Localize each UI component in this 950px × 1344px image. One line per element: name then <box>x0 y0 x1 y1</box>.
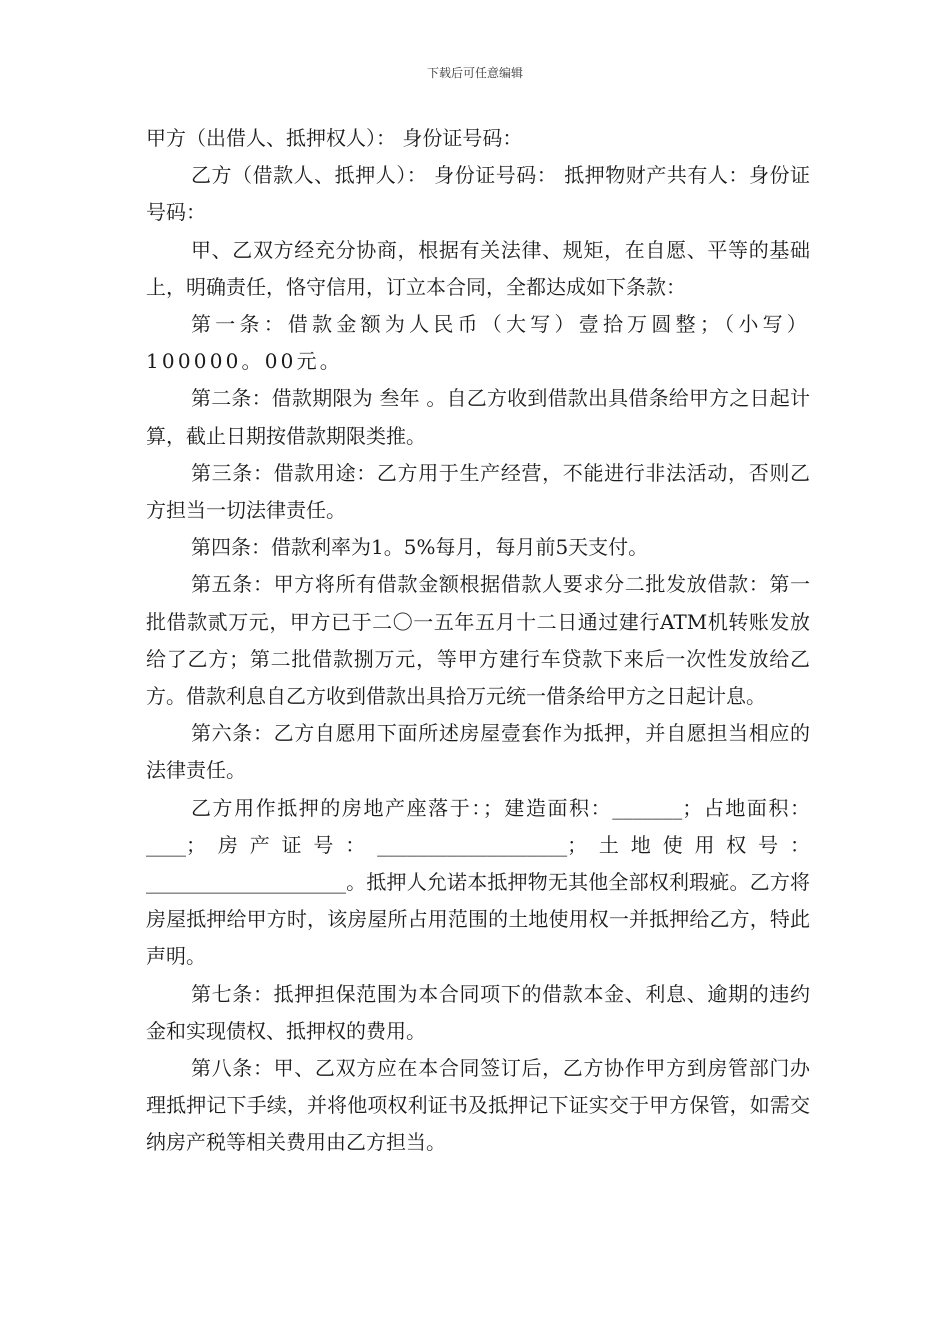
paragraph-article-2: 第二条：借款期限为 叁年 。自乙方收到借款出具借条给甲方之日起计算，截止日期按借款期限类推。 <box>146 386 810 448</box>
paragraph-party-a: 甲方（出借人、抵押权人）： 身份证号码： <box>146 126 523 150</box>
page-header: 下载后可任意编辑 <box>426 66 523 80</box>
paragraph-article-1: 第一条：借款金额为人民币（大写）壹拾万圆整；（小写）100000。00元。 <box>146 312 810 374</box>
paragraph-party-b: 乙方（借款人、抵押人）： 身份证号码： 抵押物财产共有人：身份证号码： <box>146 163 810 225</box>
paragraph-article-8: 第八条：甲、乙双方应在本合同签订后，乙方协作甲方到房管部门办理抵押记下手续，并将他项权利证书及抵押记下证实交于甲方保管，如需交纳房产税等相关费用由乙方担当。 <box>146 1056 810 1155</box>
paragraph-article-6: 第六条：乙方自愿用下面所述房屋壹套作为抵押，并自愿担当相应的法律责任。 <box>146 721 810 783</box>
paragraph-article-5: 第五条：甲方将所有借款金额根据借款人要求分二批发放借款：第一批借款贰万元，甲方已于二〇一五年五月十二日通过建行ATM机转账发放给了乙方；第二批借款捌万元，等甲方建行车贷款下来后一次性发放给乙方。借款利息自乙方收到借款出具拾万元统一借条给甲方之日起计息。 <box>146 572 810 709</box>
paragraph-article-7: 第七条：抵押担保范围为本合同项下的借款本金、利息、逾期的违约金和实现债权、抵押权的费用。 <box>146 981 810 1043</box>
paragraph-property-details: 乙方用作抵押的房地产座落于：；建造面积：_______；占地面积：____；房产证号：___________________；土地使用权号：____________________。抵押人允诺本抵押物无其他全部权利瑕疵。乙方将房屋抵押给甲方时，该房屋所占用范围的土地使用权一并抵押给乙方，特此声明。 <box>146 795 810 969</box>
paragraph-article-4: 第四条：借款利率为1。5%每月，每月前5天支付。 <box>191 535 649 560</box>
document-body <box>146 120 810 1162</box>
paragraph-preamble: 甲、乙双方经充分协商，根据有关法律、规矩，在自愿、平等的基础上，明确责任，恪守信用，订立本合同，全都达成如下条款： <box>146 237 810 299</box>
paragraph-article-3: 第三条：借款用途：乙方用于生产经营，不能进行非法活动，否则乙方担当一切法律责任。 <box>146 460 810 523</box>
